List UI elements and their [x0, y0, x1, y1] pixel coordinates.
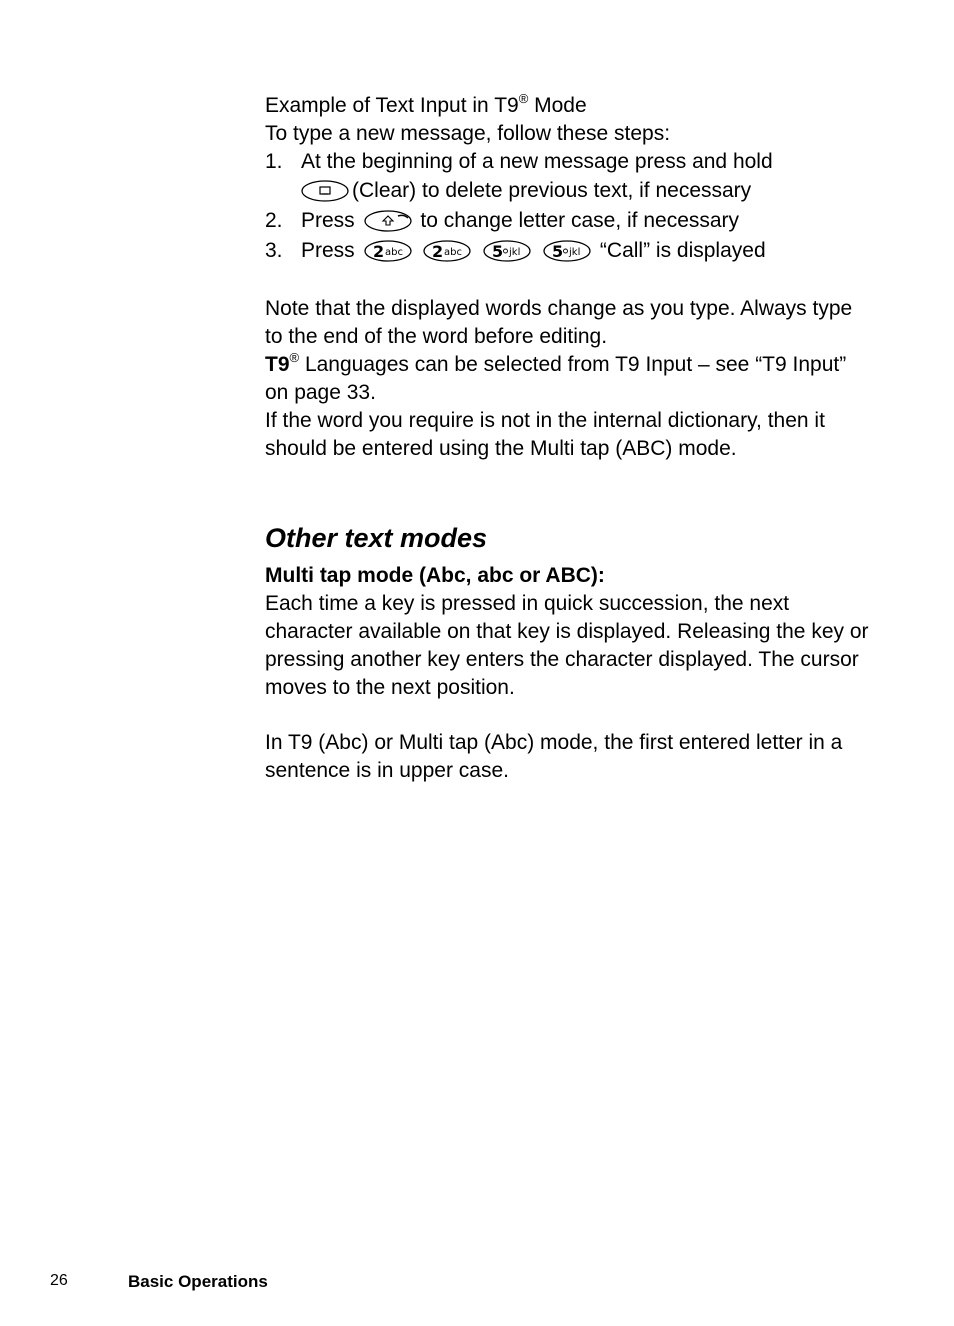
- key-2-abc-icon: [364, 240, 412, 262]
- svg-text:jkl: jkl: [569, 247, 581, 258]
- page-number: 26: [50, 1272, 68, 1289]
- svg-text:5: 5: [492, 242, 504, 261]
- section-heading: Other text modes: [265, 523, 488, 553]
- shift-case-key-icon: [364, 210, 412, 232]
- step-number: 3.: [265, 239, 283, 262]
- key-5-jkl-icon: [483, 240, 531, 262]
- step-3: 3. Press 2 abc 2 abc 5 jkl 5 jkl “Call” is displayed: [265, 236, 870, 266]
- note-paragraph: Note that the displayed words change as you type. Always type to the end of the word before editing.: [265, 297, 853, 348]
- svg-text:2: 2: [432, 242, 444, 261]
- upper-case-paragraph: In T9 (Abc) or Multi tap (Abc) mode, the first entered letter in a sentence is in upper case.: [265, 731, 843, 782]
- page-footer: [0, 1272, 954, 1294]
- svg-text:abc: abc: [384, 247, 403, 258]
- svg-text:abc: abc: [444, 247, 463, 258]
- clear-key-icon: [301, 180, 349, 202]
- dictionary-paragraph: If the word you require is not in the internal dictionary, then it should be entered using the Multi tap (ABC) mode.: [265, 409, 825, 460]
- step-1: 1. At the beginning of a new message press and hold (Clear) to delete previous text, if necessary: [265, 150, 773, 202]
- step-2: 2. Press to change letter case, if necessary: [265, 206, 870, 236]
- example-title: Example of Text Input in T9® Mode: [265, 91, 587, 117]
- key-2-abc-icon: [423, 240, 471, 262]
- registered-mark: ®: [518, 91, 529, 106]
- key-5-jkl-icon: [543, 240, 591, 262]
- registered-mark: ®: [289, 350, 300, 365]
- footer-section-title: Basic Operations: [128, 1272, 268, 1291]
- t9-languages-paragraph: T9® Languages can be selected from T9 Input – see “T9 Input” on page 33.: [265, 350, 847, 404]
- svg-text:2: 2: [372, 242, 384, 261]
- step-number: 2.: [265, 209, 283, 232]
- multitap-subheading: Multi tap mode (Abc, abc or ABC):: [265, 564, 605, 587]
- step-number: 1.: [265, 150, 283, 173]
- svg-text:jkl: jkl: [509, 247, 521, 258]
- page-content: [265, 92, 870, 785]
- svg-text:5: 5: [552, 242, 564, 261]
- steps-lead: To type a new message, follow these steps:: [265, 122, 671, 145]
- multitap-paragraph: Each time a key is pressed in quick succession, the next character available on that key is displayed. Releasing the key or pressing another key enters the character displayed. The cursor moves to the next position.: [265, 592, 869, 699]
